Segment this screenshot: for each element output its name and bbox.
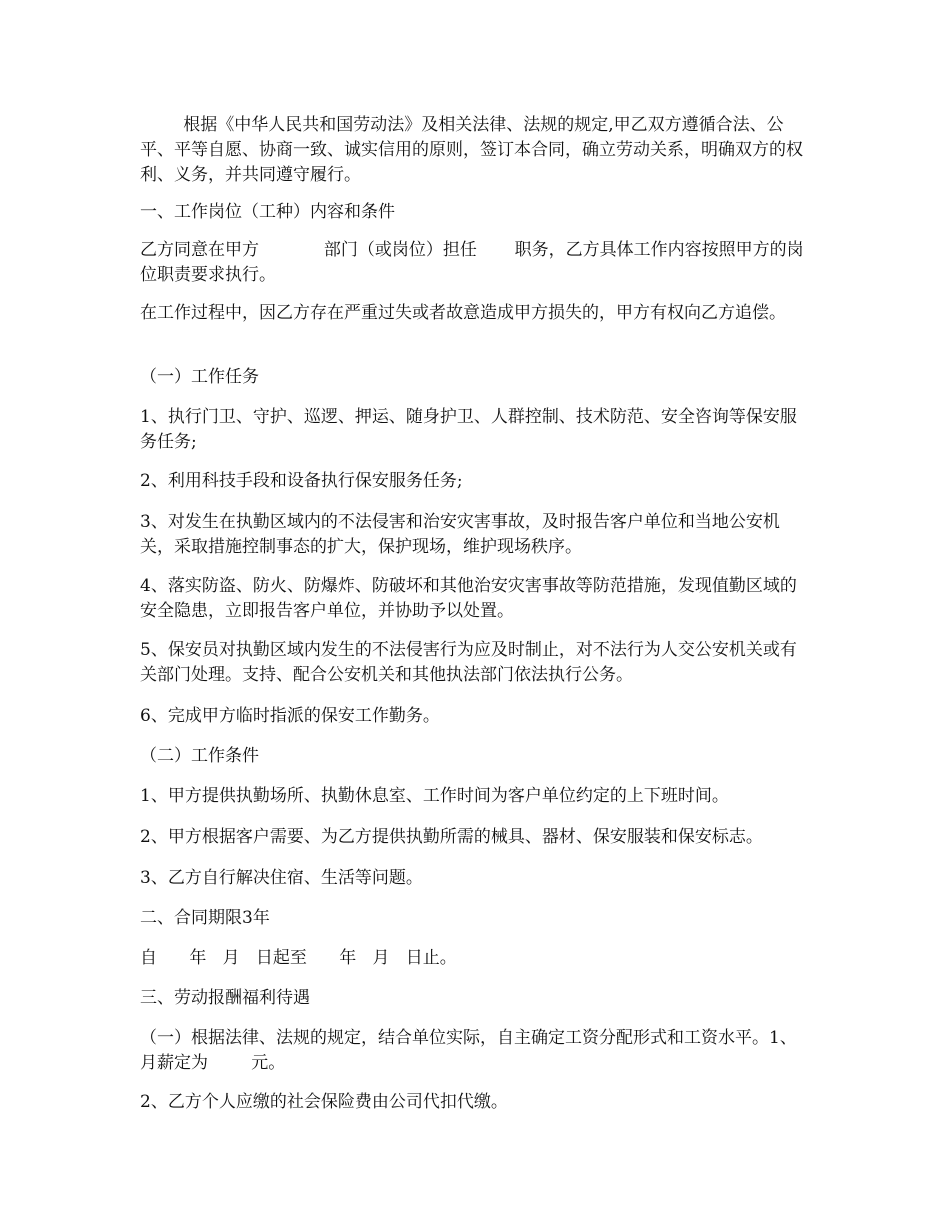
paragraph: 在工作过程中，因乙方存在严重过失或者故意造成甲方损失的，甲方有权向乙方追偿。 (140, 303, 786, 323)
section-heading: 一、工作岗位（工种）内容和条件 (140, 202, 395, 222)
paragraph: 2、乙方个人应缴的社会保险费由公司代扣代缴。 (140, 1092, 508, 1112)
list-item: 4、落实防盗、防火、防爆炸、防破坏和其他治安灾害事故等防范措施，发现值勤区域的安全隐患，立即报告客户单位，并协助予以处置。 (140, 576, 797, 621)
date-line: 自 年 月 日起至 年 月 日止。 (140, 948, 457, 968)
list-item: 2、甲方根据客户需要、为乙方提供执勤所需的械具、器材、保安服装和保安标志。 (140, 827, 763, 847)
paragraph: （一）根据法律、法规的规定，结合单位实际，自主确定工资分配形式和工资水平。1、月薪定为 元。 (140, 1028, 797, 1073)
list-item: 1、甲方提供执勤场所、执勤休息室、工作时间为客户单位约定的上下班时间。 (140, 786, 729, 806)
list-item: 3、对发生在执勤区域内的不法侵害和治安灾害事故，及时报告客户单位和当地公安机关，采取措施控制事态的扩大，保护现场，维护现场秩序。 (140, 512, 780, 557)
paragraph: 乙方同意在甲方 部门（或岗位）担任 职务，乙方具体工作内容按照甲方的岗位职责要求执行。 (140, 240, 804, 285)
list-item: 5、保安员对执勤区域内发生的不法侵害行为应及时制止，对不法行为人交公安机关或有关部门处理。支持、配合公安机关和其他执法部门依法执行公务。 (140, 640, 797, 685)
section-heading: 三、劳动报酬福利待遇 (140, 988, 310, 1008)
list-item: 2、利用科技手段和设备执行保安服务任务; (140, 471, 463, 491)
subsection-heading: （二）工作条件 (140, 746, 259, 766)
subsection-heading: （一）工作任务 (140, 367, 259, 387)
section-heading: 二、合同期限3年 (140, 908, 270, 928)
list-item: 6、完成甲方临时指派的保安工作勤务。 (140, 706, 440, 726)
preamble-paragraph: 根据《中华人民共和国劳动法》及相关法律、法规的规定,甲乙双方遵循合法、公平、平等自愿、协商一致、诚实信用的原则，签订本合同，确立劳动关系，明确双方的权利、义务，并共同遵守履行。 (140, 115, 803, 185)
list-item: 3、乙方自行解决住宿、生活等问题。 (140, 868, 423, 888)
list-item: 1、执行门卫、守护、巡逻、押运、随身护卫、人群控制、技术防范、安全咨询等保安服务任务; (140, 407, 797, 452)
